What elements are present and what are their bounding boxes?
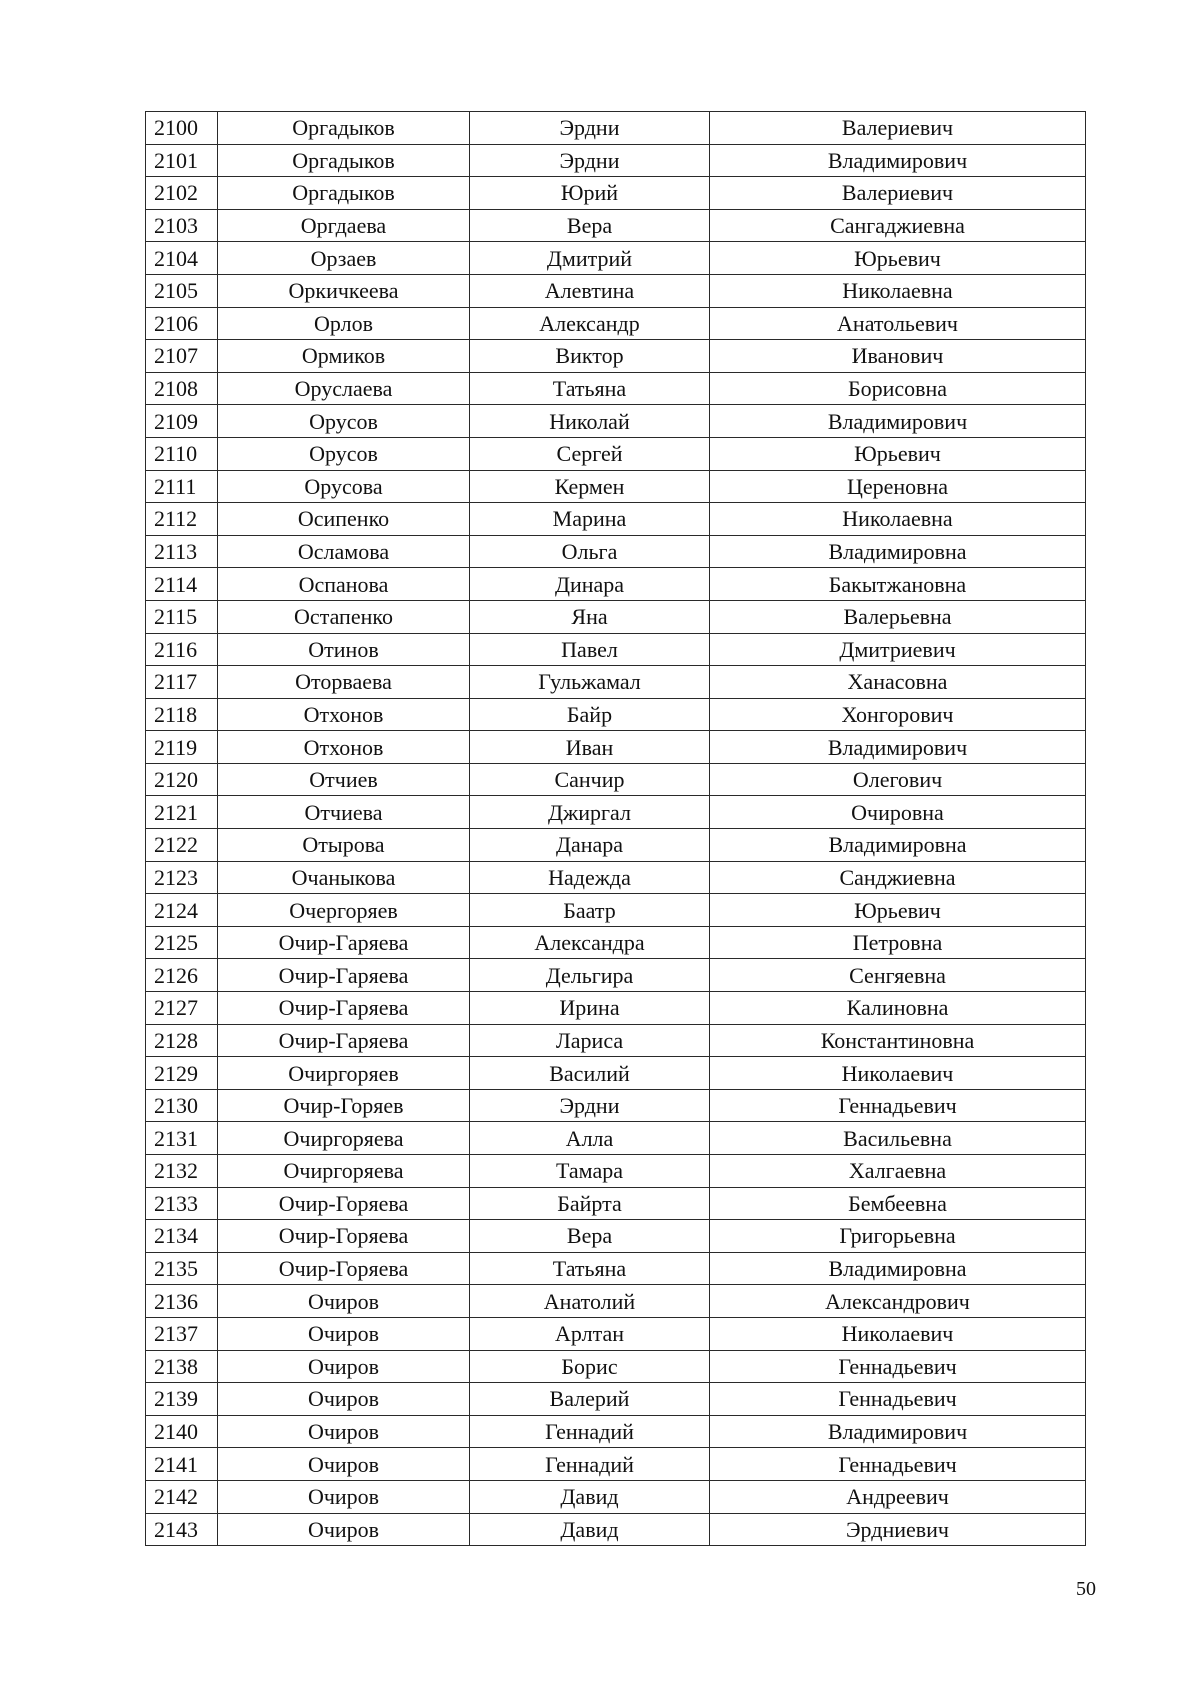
first-name-cell: Гульжамал — [470, 666, 710, 699]
first-name-cell: Александра — [470, 926, 710, 959]
patronymic-cell: Владимирович — [710, 405, 1086, 438]
table-row — [146, 861, 1086, 894]
last-name-cell: Оторваева — [218, 666, 470, 699]
last-name-cell: Оргадыков — [218, 112, 470, 145]
patronymic-cell: Юрьевич — [710, 437, 1086, 470]
row-number-cell: 2143 — [146, 1513, 218, 1546]
patronymic-cell: Константиновна — [710, 1024, 1086, 1057]
table-row — [146, 1057, 1086, 1090]
patronymic-cell: Бембеевна — [710, 1187, 1086, 1220]
row-number-cell: 2107 — [146, 340, 218, 373]
row-number-cell: 2132 — [146, 1155, 218, 1188]
first-name-cell: Валерий — [470, 1383, 710, 1416]
first-name-cell: Иван — [470, 731, 710, 764]
table-row — [146, 177, 1086, 210]
table-row — [146, 992, 1086, 1025]
last-name-cell: Очиров — [218, 1285, 470, 1318]
patronymic-cell: Петровна — [710, 926, 1086, 959]
row-number-cell: 2139 — [146, 1383, 218, 1416]
table-row — [146, 731, 1086, 764]
first-name-cell: Павел — [470, 633, 710, 666]
row-number-cell: 2128 — [146, 1024, 218, 1057]
patronymic-cell: Васильевна — [710, 1122, 1086, 1155]
patronymic-cell: Эрдниевич — [710, 1513, 1086, 1546]
row-number-cell: 2124 — [146, 894, 218, 927]
patronymic-cell: Владимировна — [710, 829, 1086, 862]
table-row — [146, 568, 1086, 601]
table-row — [146, 829, 1086, 862]
row-number-cell: 2138 — [146, 1350, 218, 1383]
last-name-cell: Орусов — [218, 437, 470, 470]
patronymic-cell: Валериевич — [710, 112, 1086, 145]
first-name-cell: Кермен — [470, 470, 710, 503]
table-row — [146, 666, 1086, 699]
table-row — [146, 1024, 1086, 1057]
last-name-cell: Очир-Горяев — [218, 1089, 470, 1122]
table-row — [146, 1317, 1086, 1350]
table-row — [146, 1415, 1086, 1448]
patronymic-cell: Николаевна — [710, 274, 1086, 307]
table-row — [146, 1252, 1086, 1285]
last-name-cell: Очиров — [218, 1350, 470, 1383]
last-name-cell: Остапенко — [218, 600, 470, 633]
last-name-cell: Очиров — [218, 1415, 470, 1448]
last-name-cell: Ормиков — [218, 340, 470, 373]
row-number-cell: 2141 — [146, 1448, 218, 1481]
first-name-cell: Байрта — [470, 1187, 710, 1220]
row-number-cell: 2102 — [146, 177, 218, 210]
table-row — [146, 535, 1086, 568]
row-number-cell: 2126 — [146, 959, 218, 992]
table-row — [146, 470, 1086, 503]
first-name-cell: Юрий — [470, 177, 710, 210]
table-row — [146, 437, 1086, 470]
patronymic-cell: Николаевич — [710, 1057, 1086, 1090]
first-name-cell: Вера — [470, 209, 710, 242]
patronymic-cell: Хонгорович — [710, 698, 1086, 731]
first-name-cell: Данара — [470, 829, 710, 862]
patronymic-cell: Валерьевна — [710, 600, 1086, 633]
table-row — [146, 372, 1086, 405]
table-row — [146, 242, 1086, 275]
first-name-cell: Ольга — [470, 535, 710, 568]
last-name-cell: Осипенко — [218, 503, 470, 536]
last-name-cell: Оргадыков — [218, 177, 470, 210]
last-name-cell: Очиргоряева — [218, 1122, 470, 1155]
row-number-cell: 2116 — [146, 633, 218, 666]
row-number-cell: 2114 — [146, 568, 218, 601]
patronymic-cell: Александрович — [710, 1285, 1086, 1318]
table-row — [146, 1383, 1086, 1416]
page-number: 50 — [1076, 1578, 1096, 1600]
last-name-cell: Орзаев — [218, 242, 470, 275]
patronymic-cell: Григорьевна — [710, 1220, 1086, 1253]
table-row — [146, 1448, 1086, 1481]
last-name-cell: Орусов — [218, 405, 470, 438]
patronymic-cell: Сенгяевна — [710, 959, 1086, 992]
names-table — [145, 111, 1086, 1546]
last-name-cell: Очиров — [218, 1448, 470, 1481]
first-name-cell: Алла — [470, 1122, 710, 1155]
row-number-cell: 2125 — [146, 926, 218, 959]
row-number-cell: 2111 — [146, 470, 218, 503]
table-row — [146, 1350, 1086, 1383]
last-name-cell: Орлов — [218, 307, 470, 340]
row-number-cell: 2135 — [146, 1252, 218, 1285]
first-name-cell: Арлтан — [470, 1317, 710, 1350]
first-name-cell: Геннадий — [470, 1448, 710, 1481]
patronymic-cell: Николаевич — [710, 1317, 1086, 1350]
patronymic-cell: Владимирович — [710, 731, 1086, 764]
row-number-cell: 2120 — [146, 763, 218, 796]
first-name-cell: Алевтина — [470, 274, 710, 307]
row-number-cell: 2137 — [146, 1317, 218, 1350]
last-name-cell: Отхонов — [218, 731, 470, 764]
table-row — [146, 959, 1086, 992]
last-name-cell: Очир-Горяева — [218, 1187, 470, 1220]
row-number-cell: 2117 — [146, 666, 218, 699]
last-name-cell: Очиров — [218, 1513, 470, 1546]
patronymic-cell: Очировна — [710, 796, 1086, 829]
last-name-cell: Орусова — [218, 470, 470, 503]
first-name-cell: Баатр — [470, 894, 710, 927]
row-number-cell: 2103 — [146, 209, 218, 242]
last-name-cell: Отинов — [218, 633, 470, 666]
first-name-cell: Анатолий — [470, 1285, 710, 1318]
first-name-cell: Эрдни — [470, 144, 710, 177]
last-name-cell: Очиров — [218, 1383, 470, 1416]
first-name-cell: Давид — [470, 1480, 710, 1513]
last-name-cell: Осламова — [218, 535, 470, 568]
last-name-cell: Отчиев — [218, 763, 470, 796]
first-name-cell: Дмитрий — [470, 242, 710, 275]
row-number-cell: 2112 — [146, 503, 218, 536]
first-name-cell: Давид — [470, 1513, 710, 1546]
first-name-cell: Николай — [470, 405, 710, 438]
first-name-cell: Эрдни — [470, 1089, 710, 1122]
table-row — [146, 1122, 1086, 1155]
patronymic-cell: Сангаджиевна — [710, 209, 1086, 242]
first-name-cell: Яна — [470, 600, 710, 633]
patronymic-cell: Валериевич — [710, 177, 1086, 210]
last-name-cell: Очир-Гаряева — [218, 959, 470, 992]
row-number-cell: 2122 — [146, 829, 218, 862]
table-row — [146, 763, 1086, 796]
row-number-cell: 2118 — [146, 698, 218, 731]
patronymic-cell: Юрьевич — [710, 242, 1086, 275]
table-row — [146, 1155, 1086, 1188]
first-name-cell: Дельгира — [470, 959, 710, 992]
last-name-cell: Оспанова — [218, 568, 470, 601]
first-name-cell: Тамара — [470, 1155, 710, 1188]
last-name-cell: Отырова — [218, 829, 470, 862]
last-name-cell: Отчиева — [218, 796, 470, 829]
row-number-cell: 2115 — [146, 600, 218, 633]
row-number-cell: 2129 — [146, 1057, 218, 1090]
patronymic-cell: Геннадьевич — [710, 1350, 1086, 1383]
first-name-cell: Геннадий — [470, 1415, 710, 1448]
table-row — [146, 1480, 1086, 1513]
first-name-cell: Сергей — [470, 437, 710, 470]
patronymic-cell: Владимировна — [710, 535, 1086, 568]
last-name-cell: Оруслаева — [218, 372, 470, 405]
row-number-cell: 2131 — [146, 1122, 218, 1155]
patronymic-cell: Владимировна — [710, 1252, 1086, 1285]
last-name-cell: Очир-Гаряева — [218, 992, 470, 1025]
first-name-cell: Александр — [470, 307, 710, 340]
last-name-cell: Очиргоряева — [218, 1155, 470, 1188]
first-name-cell: Марина — [470, 503, 710, 536]
table-row — [146, 503, 1086, 536]
table-row — [146, 1285, 1086, 1318]
names-table-body — [146, 112, 1086, 1546]
patronymic-cell: Цереновна — [710, 470, 1086, 503]
first-name-cell: Татьяна — [470, 1252, 710, 1285]
first-name-cell: Борис — [470, 1350, 710, 1383]
row-number-cell: 2123 — [146, 861, 218, 894]
table-row — [146, 698, 1086, 731]
last-name-cell: Очаныкова — [218, 861, 470, 894]
row-number-cell: 2109 — [146, 405, 218, 438]
row-number-cell: 2136 — [146, 1285, 218, 1318]
last-name-cell: Очергоряев — [218, 894, 470, 927]
table-row — [146, 1220, 1086, 1253]
first-name-cell: Эрдни — [470, 112, 710, 145]
patronymic-cell: Андреевич — [710, 1480, 1086, 1513]
patronymic-cell: Борисовна — [710, 372, 1086, 405]
first-name-cell: Лариса — [470, 1024, 710, 1057]
last-name-cell: Оргдаева — [218, 209, 470, 242]
first-name-cell: Татьяна — [470, 372, 710, 405]
first-name-cell: Динара — [470, 568, 710, 601]
table-row — [146, 1187, 1086, 1220]
table-row — [146, 209, 1086, 242]
row-number-cell: 2101 — [146, 144, 218, 177]
first-name-cell: Санчир — [470, 763, 710, 796]
patronymic-cell: Дмитриевич — [710, 633, 1086, 666]
table-row — [146, 600, 1086, 633]
row-number-cell: 2100 — [146, 112, 218, 145]
first-name-cell: Байр — [470, 698, 710, 731]
patronymic-cell: Санджиевна — [710, 861, 1086, 894]
table-row — [146, 633, 1086, 666]
row-number-cell: 2104 — [146, 242, 218, 275]
patronymic-cell: Геннадьевич — [710, 1383, 1086, 1416]
row-number-cell: 2140 — [146, 1415, 218, 1448]
patronymic-cell: Николаевна — [710, 503, 1086, 536]
first-name-cell: Ирина — [470, 992, 710, 1025]
patronymic-cell: Анатольевич — [710, 307, 1086, 340]
last-name-cell: Очир-Горяева — [218, 1220, 470, 1253]
first-name-cell: Вера — [470, 1220, 710, 1253]
table-row — [146, 926, 1086, 959]
table-row — [146, 340, 1086, 373]
patronymic-cell: Олегович — [710, 763, 1086, 796]
patronymic-cell: Геннадьевич — [710, 1448, 1086, 1481]
last-name-cell: Очиров — [218, 1317, 470, 1350]
row-number-cell: 2121 — [146, 796, 218, 829]
table-row — [146, 796, 1086, 829]
table-row — [146, 894, 1086, 927]
row-number-cell: 2133 — [146, 1187, 218, 1220]
row-number-cell: 2134 — [146, 1220, 218, 1253]
row-number-cell: 2113 — [146, 535, 218, 568]
table-row — [146, 1513, 1086, 1546]
patronymic-cell: Халгаевна — [710, 1155, 1086, 1188]
first-name-cell: Джиргал — [470, 796, 710, 829]
last-name-cell: Очир-Гаряева — [218, 1024, 470, 1057]
row-number-cell: 2106 — [146, 307, 218, 340]
patronymic-cell: Ханасовна — [710, 666, 1086, 699]
row-number-cell: 2105 — [146, 274, 218, 307]
patronymic-cell: Бакытжановна — [710, 568, 1086, 601]
patronymic-cell: Калиновна — [710, 992, 1086, 1025]
patronymic-cell: Иванович — [710, 340, 1086, 373]
patronymic-cell: Владимирович — [710, 1415, 1086, 1448]
table-row — [146, 274, 1086, 307]
last-name-cell: Очир-Гаряева — [218, 926, 470, 959]
table-row — [146, 1089, 1086, 1122]
last-name-cell: Очир-Горяева — [218, 1252, 470, 1285]
table-row — [146, 144, 1086, 177]
last-name-cell: Очиров — [218, 1480, 470, 1513]
row-number-cell: 2108 — [146, 372, 218, 405]
row-number-cell: 2119 — [146, 731, 218, 764]
row-number-cell: 2127 — [146, 992, 218, 1025]
row-number-cell: 2130 — [146, 1089, 218, 1122]
table-row — [146, 405, 1086, 438]
patronymic-cell: Юрьевич — [710, 894, 1086, 927]
last-name-cell: Оркичкеева — [218, 274, 470, 307]
table-row — [146, 112, 1086, 145]
first-name-cell: Василий — [470, 1057, 710, 1090]
last-name-cell: Отхонов — [218, 698, 470, 731]
last-name-cell: Оргадыков — [218, 144, 470, 177]
patronymic-cell: Геннадьевич — [710, 1089, 1086, 1122]
first-name-cell: Надежда — [470, 861, 710, 894]
last-name-cell: Очиргоряев — [218, 1057, 470, 1090]
table-row — [146, 307, 1086, 340]
patronymic-cell: Владимирович — [710, 144, 1086, 177]
row-number-cell: 2142 — [146, 1480, 218, 1513]
first-name-cell: Виктор — [470, 340, 710, 373]
row-number-cell: 2110 — [146, 437, 218, 470]
